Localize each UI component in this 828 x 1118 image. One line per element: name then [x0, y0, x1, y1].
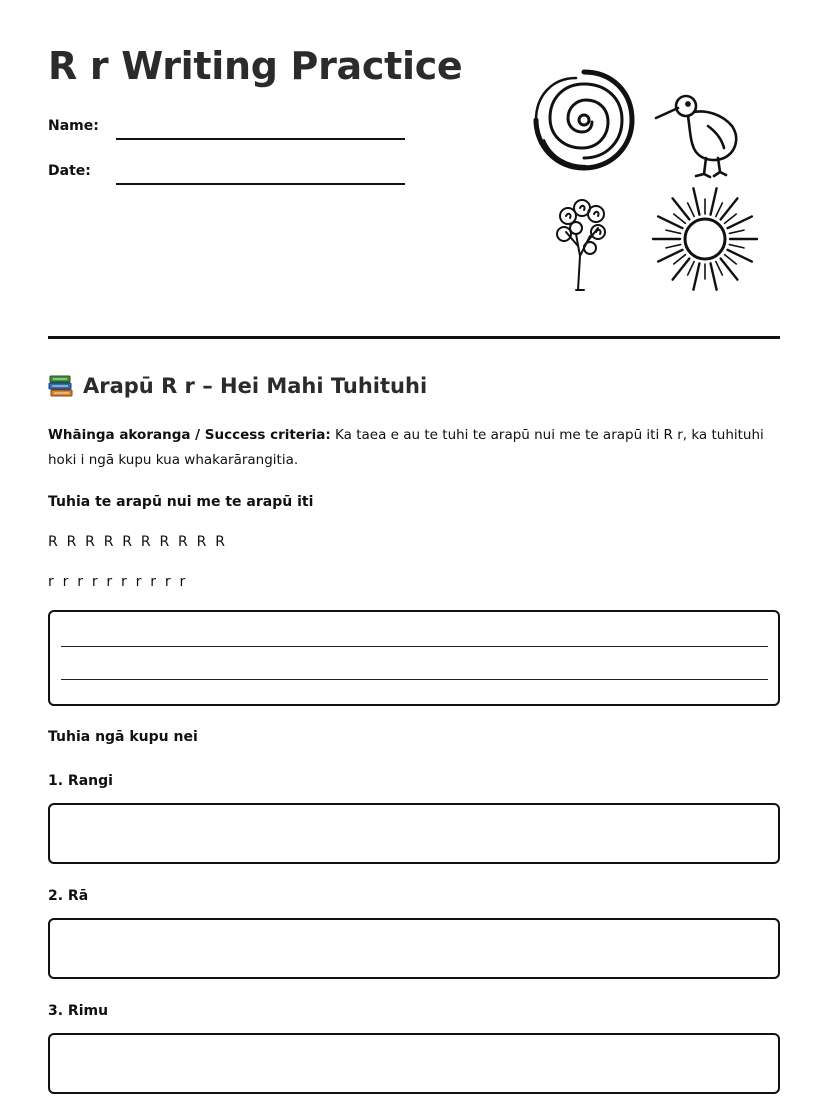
page-title: R r Writing Practice — [48, 44, 463, 88]
sun-ray — [666, 230, 681, 233]
lowercase-letter-row: r r r r r r r r r r — [48, 574, 188, 590]
sun-ray — [711, 188, 717, 214]
uppercase-letter-row: R R R R R R R R R R — [48, 534, 228, 550]
date-line[interactable] — [116, 183, 405, 185]
sun-ray — [673, 198, 690, 219]
success-criteria — [48, 423, 783, 473]
koru-icon — [530, 66, 638, 174]
sun-ray — [721, 259, 738, 280]
sun-ray — [666, 245, 681, 248]
name-label: Name: — [48, 118, 99, 134]
date-label: Date: — [48, 163, 91, 179]
sun-ray — [673, 259, 690, 280]
kiwi-bird-icon — [652, 88, 744, 180]
sun-ray — [688, 262, 695, 276]
sun-ray — [674, 255, 686, 264]
sun-ray — [674, 214, 686, 223]
books-icon — [48, 374, 74, 398]
header-divider — [48, 336, 780, 339]
sun-ray — [711, 263, 717, 289]
sun-ray — [725, 255, 737, 264]
word-label-ra: 2. Rā — [48, 888, 89, 904]
tree-icon — [550, 194, 614, 294]
writing-line — [61, 646, 768, 647]
sun-ray — [716, 203, 723, 217]
word-answer-box-rimu[interactable] — [48, 1033, 780, 1094]
word-practice-heading: Tuhia ngā kupu nei — [48, 729, 198, 745]
writing-line — [61, 679, 768, 680]
letter-practice-heading: Tuhia te arapū nui me te arapū iti — [48, 494, 314, 510]
sun-ray — [729, 230, 744, 233]
illustration-group — [520, 60, 770, 300]
sun-ray — [725, 214, 737, 223]
sun-ray — [693, 263, 699, 289]
criteria-text: Ka taea e au te tuhi te arapū nui me te arapū iti R r, ka tuhituhi hoki i ngā kupu kua whakarārangitia. — [48, 427, 764, 468]
letter-writing-box[interactable] — [48, 610, 780, 706]
sun-ray — [693, 188, 699, 214]
sun-ray — [688, 203, 695, 217]
word-answer-box-ra[interactable] — [48, 918, 780, 979]
sun-ray — [729, 245, 744, 248]
word-label-rimu: 3. Rimu — [48, 1003, 109, 1019]
criteria-label: Whāinga akoranga / Success criteria: — [48, 427, 331, 443]
sun-ray — [721, 198, 738, 219]
section-heading-text: Arapū R r – Hei Mahi Tuhituhi — [83, 374, 428, 398]
sun-icon — [650, 184, 760, 294]
sun-ray — [716, 262, 723, 276]
name-line[interactable] — [116, 138, 405, 140]
section-heading — [48, 374, 427, 398]
word-answer-box-rangi[interactable] — [48, 803, 780, 864]
word-label-rangi: 1. Rangi — [48, 773, 113, 789]
